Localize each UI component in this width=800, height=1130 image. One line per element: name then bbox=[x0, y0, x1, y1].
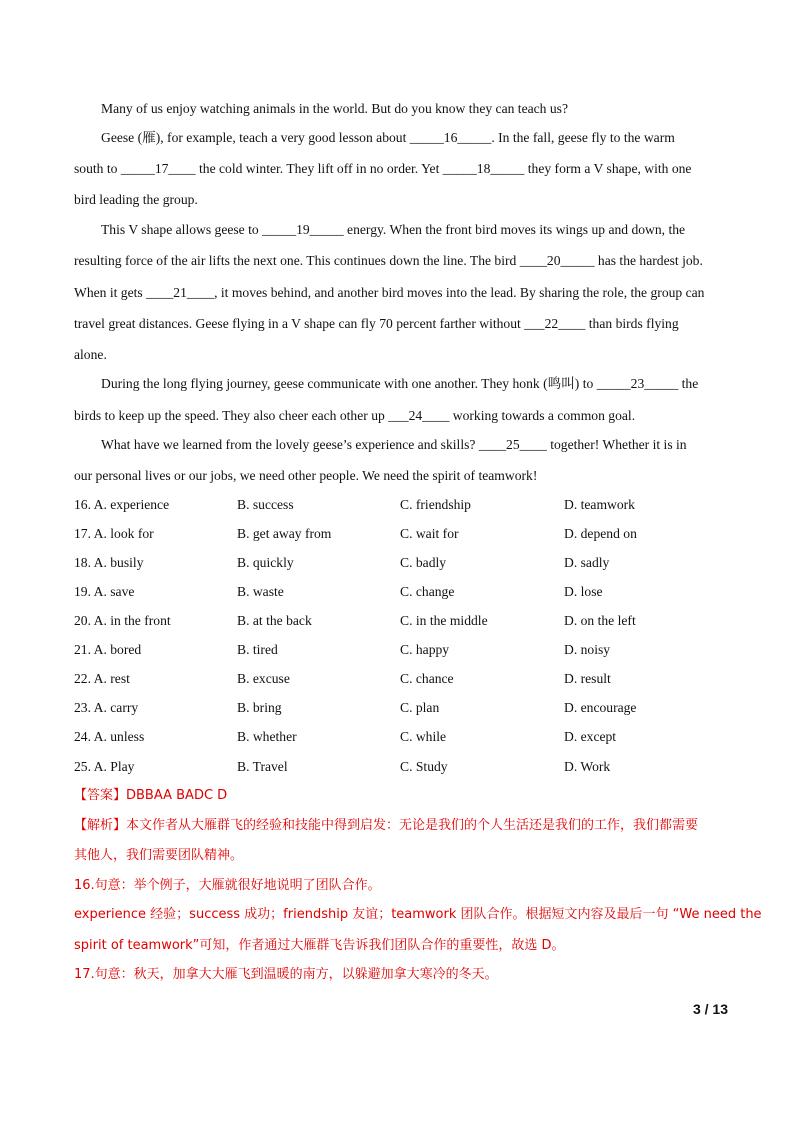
option-c: C. wait for bbox=[400, 526, 459, 541]
option-d: D. depend on bbox=[564, 526, 637, 541]
option-d: D. noisy bbox=[564, 642, 611, 657]
option-a: 16. A. experience bbox=[74, 497, 170, 512]
q16-explanation-title bbox=[74, 877, 381, 895]
option-c: C. Study bbox=[400, 759, 448, 774]
option-row-23 bbox=[74, 699, 734, 717]
option-d: D. result bbox=[564, 671, 611, 686]
passage-text: Many of us enjoy watching animals in the world. But do you know they can teach us? bbox=[101, 101, 568, 116]
blank-22: ___22____ bbox=[524, 316, 586, 331]
blank-21: ____21____ bbox=[146, 285, 215, 300]
passage-text: Geese (雁), for example, teach a very good lesson about bbox=[101, 130, 410, 145]
option-c: C. chance bbox=[400, 671, 454, 686]
blank-18: _____18_____ bbox=[442, 161, 525, 176]
passage-line bbox=[74, 346, 107, 364]
option-d: D. except bbox=[564, 729, 617, 744]
option-a: 19. A. save bbox=[74, 584, 135, 599]
explanation-text: 16.句意：举个例子，大雁就很好地说明了团队合作。 bbox=[74, 878, 381, 893]
option-row-16 bbox=[74, 496, 734, 514]
option-a: 23. A. carry bbox=[74, 700, 139, 715]
option-c: C. happy bbox=[400, 642, 450, 657]
analysis-text: 其他人，我们需要团队精神。 bbox=[74, 848, 244, 863]
option-a: 24. A. unless bbox=[74, 729, 145, 744]
option-row-18 bbox=[74, 554, 734, 572]
option-row-24 bbox=[74, 728, 734, 746]
option-b: B. whether bbox=[237, 729, 297, 744]
option-b: B. tired bbox=[237, 642, 278, 657]
option-b: B. success bbox=[237, 497, 294, 512]
answer-line bbox=[74, 787, 227, 805]
passage-text: This V shape allows geese to bbox=[101, 222, 263, 237]
option-c: C. change bbox=[400, 584, 455, 599]
option-b: B. bring bbox=[237, 700, 282, 715]
page-number: 3 / 13 bbox=[692, 1001, 728, 1017]
option-a: 18. A. busily bbox=[74, 555, 144, 570]
passage-text: the cold winter. They lift off in no order. Yet bbox=[195, 161, 443, 176]
q16-explanation-line bbox=[74, 906, 762, 924]
passage-text: What have we learned from the lovely geese’s experience and skills? bbox=[101, 437, 479, 452]
passage-text: birds to keep up the speed. They also cheer each other up bbox=[74, 408, 389, 423]
explanation-text: spirit of teamwork”可知，作者通过大雁群飞告诉我们团队合作的重要性，故选 D。 bbox=[74, 938, 565, 953]
option-a: 20. A. in the front bbox=[74, 613, 171, 628]
passage-text: alone. bbox=[74, 347, 107, 362]
passage-text: During the long flying journey, geese communicate with one another. They honk (鸣叫) to bbox=[101, 376, 597, 391]
option-c: C. plan bbox=[400, 700, 440, 715]
passage-text: our personal lives or our jobs, we need other people. We need the spirit of teamwork! bbox=[74, 468, 538, 483]
blank-17: _____17____ bbox=[120, 161, 196, 176]
option-a: 17. A. look for bbox=[74, 526, 154, 541]
passage-text: When it gets bbox=[74, 285, 147, 300]
passage-text: together! Whether it is in bbox=[546, 437, 687, 452]
q17-explanation-title bbox=[74, 966, 498, 984]
option-b: B. waste bbox=[237, 584, 284, 599]
answer-text: 【答案】DBBAA BADC D bbox=[74, 788, 228, 803]
analysis-line bbox=[74, 847, 243, 865]
option-c: C. badly bbox=[400, 555, 447, 570]
option-b: B. quickly bbox=[237, 555, 294, 570]
option-row-21 bbox=[74, 641, 734, 659]
passage-text: energy. When the front bird moves its wings up and down, the bbox=[343, 222, 686, 237]
analysis-text: 【解析】本文作者从大雁群飞的经验和技能中得到启发：无论是我们的个人生活还是我们的工作，我们都需要 bbox=[74, 818, 699, 833]
passage-text: , it moves behind, and another bird moves into the lead. By sharing the role, the group can bbox=[214, 285, 705, 300]
option-a: 21. A. bored bbox=[74, 642, 142, 657]
passage-line bbox=[74, 467, 537, 485]
passage-line bbox=[74, 407, 635, 425]
passage-line bbox=[74, 284, 704, 302]
passage-text: . In the fall, geese fly to the warm bbox=[491, 130, 675, 145]
option-row-20 bbox=[74, 612, 734, 630]
passage-line bbox=[74, 160, 691, 178]
option-d: D. Work bbox=[564, 759, 611, 774]
option-d: D. teamwork bbox=[564, 497, 635, 512]
passage-line bbox=[101, 221, 685, 239]
option-d: D. encourage bbox=[564, 700, 637, 715]
option-row-17 bbox=[74, 525, 734, 543]
option-b: B. Travel bbox=[237, 759, 288, 774]
option-d: D. on the left bbox=[564, 613, 636, 628]
passage-line bbox=[74, 315, 679, 333]
passage-text: they form a V shape, with one bbox=[524, 161, 692, 176]
passage-line bbox=[74, 252, 703, 270]
passage-line bbox=[74, 191, 198, 209]
blank-19: _____19_____ bbox=[262, 222, 344, 237]
option-a: 22. A. rest bbox=[74, 671, 130, 686]
blank-23: _____23_____ bbox=[596, 376, 679, 391]
option-row-25 bbox=[74, 758, 734, 776]
blank-16: _____16_____ bbox=[409, 130, 492, 145]
analysis-line bbox=[74, 817, 698, 835]
passage-line bbox=[101, 436, 687, 454]
passage-line bbox=[101, 129, 675, 147]
passage-text: working towards a common goal. bbox=[449, 408, 636, 423]
option-c: C. while bbox=[400, 729, 447, 744]
passage-text: has the hardest job. bbox=[594, 253, 703, 268]
option-b: B. excuse bbox=[237, 671, 290, 686]
option-c: C. friendship bbox=[400, 497, 471, 512]
blank-20: ____20_____ bbox=[519, 253, 595, 268]
passage-text: the bbox=[678, 376, 699, 391]
blank-25: ____25____ bbox=[478, 437, 547, 452]
option-d: D. lose bbox=[564, 584, 603, 599]
passage-text: resulting force of the air lifts the next one. This continues down the line. The bird bbox=[74, 253, 520, 268]
passage-text: than birds flying bbox=[585, 316, 679, 331]
option-a: 25. A. Play bbox=[74, 759, 135, 774]
passage-text: bird leading the group. bbox=[74, 192, 198, 207]
option-d: D. sadly bbox=[564, 555, 610, 570]
passage-line bbox=[101, 375, 698, 393]
passage-line bbox=[101, 100, 568, 118]
option-b: B. at the back bbox=[237, 613, 312, 628]
passage-text: travel great distances. Geese flying in a V shape can fly 70 percent farther without bbox=[74, 316, 525, 331]
blank-24: ___24____ bbox=[388, 408, 450, 423]
explanation-text: 17.句意：秋天，加拿大大雁飞到温暖的南方，以躲避加拿大寒冷的冬天。 bbox=[74, 967, 498, 982]
q16-explanation-line bbox=[74, 937, 565, 955]
option-row-22 bbox=[74, 670, 734, 688]
option-b: B. get away from bbox=[237, 526, 332, 541]
option-c: C. in the middle bbox=[400, 613, 488, 628]
option-row-19 bbox=[74, 583, 734, 601]
passage-text: south to bbox=[74, 161, 121, 176]
explanation-text: experience 经验；success 成功；friendship 友谊；teamwork 团队合作。根据短文内容及最后一句 “We need the bbox=[74, 907, 762, 922]
